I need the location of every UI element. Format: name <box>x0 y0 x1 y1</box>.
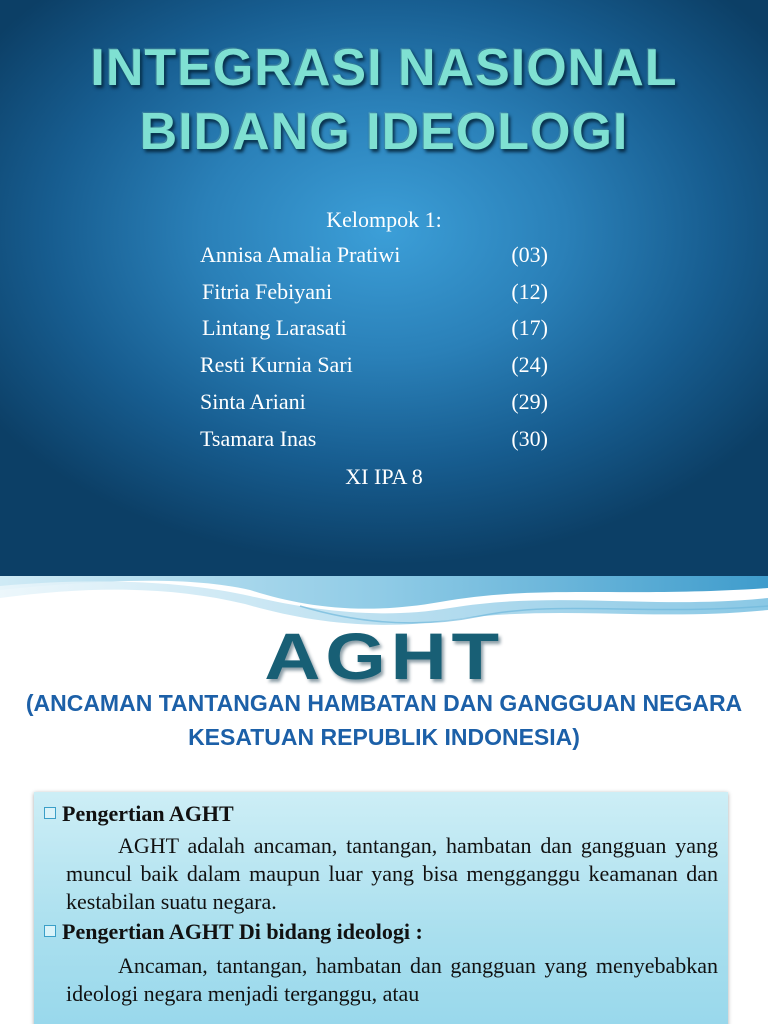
group-label: Kelompok 1: <box>326 207 442 232</box>
content-box <box>34 792 728 1024</box>
slide-subtitle: (ANCAMAN TANTANGAN HAMBATAN DAN GANGGUAN NEGARA KESATUAN REPUBLIK INDONESIA) <box>25 690 743 750</box>
member-number: (17) <box>511 315 548 340</box>
member-name: Sinta Ariani <box>200 389 306 414</box>
member-row <box>0 424 768 460</box>
member-row <box>0 313 768 349</box>
member-number: (24) <box>511 352 548 377</box>
member-number: (03) <box>511 242 548 267</box>
bullet-paragraph <box>66 952 718 1008</box>
member-number: (12) <box>511 279 548 304</box>
member-name: Tsamara Inas <box>200 426 317 451</box>
member-number: (29) <box>511 389 548 414</box>
class-label: XI IPA 8 <box>345 464 423 489</box>
member-row <box>0 240 768 276</box>
bullet-heading-text: Pengertian AGHT Di bidang ideologi : <box>62 919 423 944</box>
bullet-square-icon <box>44 807 56 819</box>
bullet-heading <box>44 800 234 828</box>
member-name: Lintang Larasati <box>202 315 347 340</box>
member-row <box>0 387 768 423</box>
bullet-paragraph <box>66 832 718 916</box>
slide-title-line-2: BIDANG IDEOLOGI <box>139 103 629 161</box>
member-name: Resti Kurnia Sari <box>200 352 353 377</box>
bullet-paragraph-text: Ancaman, tantangan, hambatan dan gangguan yang menyebabkan ideologi negara menjadi terganggu, atau <box>66 953 718 1006</box>
bullet-square-icon <box>44 925 56 937</box>
slide-title <box>0 36 768 164</box>
member-number: (30) <box>511 426 548 451</box>
member-row <box>0 350 768 386</box>
content-slide <box>0 576 768 1024</box>
member-row <box>0 277 768 313</box>
slide-title-line-1: INTEGRASI NASIONAL <box>90 39 678 97</box>
bullet-paragraph-text: AGHT adalah ancaman, tantangan, hambatan dan gangguan yang muncul baik dalam maupun luar yang bisa mengganggu keamanan dan kestabilan suatu negara. <box>66 833 718 914</box>
member-name: Fitria Febiyani <box>202 279 333 304</box>
bullet-heading <box>44 918 423 946</box>
member-name: Annisa Amalia Pratiwi <box>200 242 401 267</box>
slide-title: AGHT <box>264 619 504 693</box>
bullet-heading-text: Pengertian AGHT <box>62 801 234 826</box>
